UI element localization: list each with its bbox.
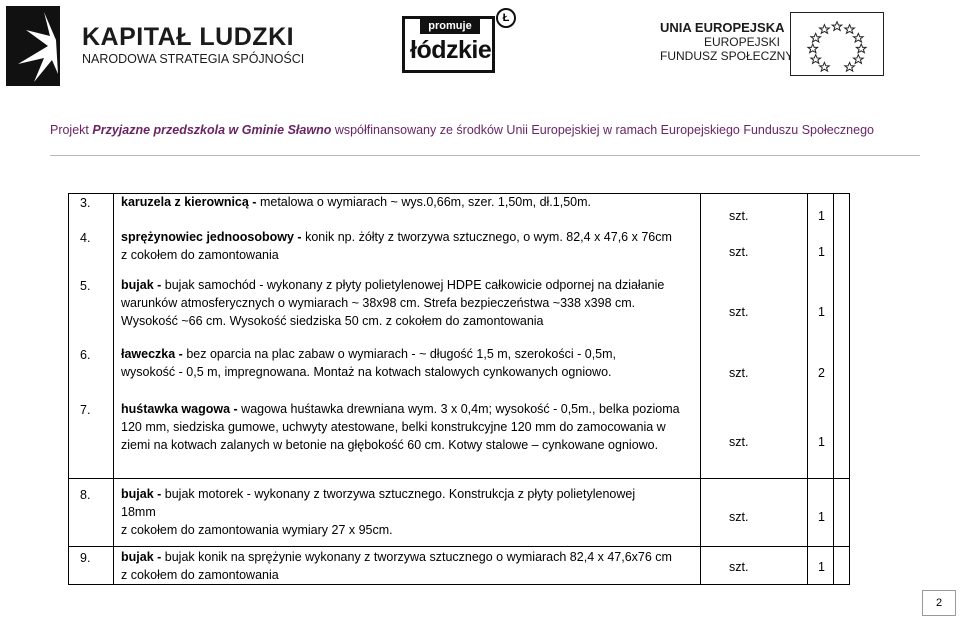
item-name: ławeczka -	[121, 347, 183, 361]
item-description	[121, 400, 696, 454]
kapital-ludzki-star-icon	[4, 2, 64, 88]
item-desc-line: bujak samochód - wykonany z płyty polietylenowej HDPE całkowicie odpornej na działanie	[161, 278, 665, 292]
item-desc-line: konik np. żółty z tworzywa sztucznego, o wym. 82,4 x 47,6 x 76cm	[301, 230, 672, 244]
item-unit: szt.	[729, 435, 749, 449]
item-unit: szt.	[729, 209, 749, 223]
item-unit: szt.	[729, 305, 749, 319]
kapital-ludzki-logo	[0, 0, 305, 90]
row-number: 3.	[80, 196, 91, 210]
item-name: karuzela z kierownicą -	[121, 195, 257, 209]
item-name: bujak -	[121, 550, 162, 564]
item-desc-line: bujak konik na sprężynie wykonany z tworzywa sztucznego o wymiarach 82,4 x 47,6x76 cm	[161, 550, 672, 564]
table-col-divider-num	[113, 193, 114, 585]
item-name: bujak -	[121, 278, 162, 292]
item-desc-line: 18mm	[121, 505, 156, 519]
header-divider	[50, 155, 920, 156]
project-name: Przyjazne przedszkola w Gminie Sławno	[92, 123, 332, 137]
item-desc-line: ziemi na kotwach zalanych w betonie na głębokość 60 cm. Kotwy stalowe – cynkowane ogniowo.	[121, 438, 659, 452]
table-col-divider-qty	[833, 193, 834, 585]
eu-logo-line1: UNIA EUROPEJSKA	[660, 20, 785, 35]
item-quantity: 2	[818, 366, 825, 380]
item-unit: szt.	[729, 560, 749, 574]
item-description	[121, 193, 696, 211]
item-quantity: 1	[818, 209, 825, 223]
item-quantity: 1	[818, 510, 825, 524]
table-col-divider-unit	[807, 193, 808, 585]
promuje-lodzkie-logo	[402, 8, 517, 74]
item-desc-line: 120 mm, siedziska gumowe, uchwyty atestowane, belki konstrukcyjne 120 mm do zamocowania w	[121, 420, 666, 434]
table-row-divider	[68, 546, 850, 547]
project-prefix: Projekt	[49, 123, 93, 137]
eu-logo-line3: FUNDUSZ SPOŁECZNY	[660, 49, 794, 63]
item-desc-line: wagowa huśtawka drewniana wym. 3 x 0,4m; wysokość - 0,5m., belka pozioma	[237, 402, 680, 416]
project-banner	[0, 123, 924, 137]
item-description	[121, 228, 696, 264]
item-quantity: 1	[818, 305, 825, 319]
item-unit: szt.	[729, 366, 749, 380]
row-number: 6.	[80, 348, 91, 362]
item-description	[121, 345, 696, 381]
eu-logo-text	[660, 20, 794, 63]
kapital-ludzki-subtitle: NARODOWA STRATEGIA SPÓJNOŚCI	[82, 52, 305, 66]
item-desc-line: warunków atmosferycznych o wymiarach ~ 38x98 cm. Strefa bezpieczeństwa ~338 x398 cm.	[121, 296, 636, 310]
item-desc-line: bujak motorek - wykonany z tworzywa sztucznego. Konstrukcja z płyty polietylenowej	[161, 487, 636, 501]
lodzkie-promuje-label: promuje	[420, 18, 480, 34]
item-quantity: 1	[818, 435, 825, 449]
item-desc-line: metalowa o wymiarach ~ wys.0,66m, szer. 1,50m, dł.1,50m.	[256, 195, 591, 209]
item-quantity: 1	[818, 560, 825, 574]
row-number: 8.	[80, 488, 91, 502]
item-name: sprężynowiec jednoosobowy -	[121, 230, 302, 244]
item-name: huśtawka wagowa -	[121, 402, 238, 416]
row-number: 4.	[80, 231, 91, 245]
item-desc-line: z cokołem do zamontowania	[121, 568, 279, 582]
item-unit: szt.	[729, 245, 749, 259]
row-number: 7.	[80, 403, 91, 417]
row-number: 5.	[80, 279, 91, 293]
eu-flag-icon	[790, 12, 884, 76]
item-description	[121, 276, 696, 330]
table-row-divider	[68, 478, 850, 479]
eu-logo-line2: EUROPEJSKI	[703, 35, 780, 49]
item-name: bujak -	[121, 487, 162, 501]
item-desc-line: z cokołem do zamontowania	[121, 248, 279, 262]
table-col-divider-desc	[700, 193, 701, 585]
lodzkie-mark-icon: Ł	[496, 8, 516, 28]
item-desc-line: wysokość - 0,5 m, impregnowana. Montaż na kotwach stalowych cynkowanych ogniowo.	[121, 365, 612, 379]
item-description	[121, 485, 696, 539]
item-desc-line: z cokołem do zamontowania wymiary 27 x 95cm.	[121, 523, 393, 537]
kapital-ludzki-title: KAPITAŁ LUDZKI	[82, 23, 295, 51]
item-unit: szt.	[729, 510, 749, 524]
item-desc-line: Wysokość ~66 cm. Wysokość siedziska 50 cm. z cokołem do zamontowania	[121, 314, 544, 328]
page-number: 2	[922, 590, 956, 616]
row-number: 9.	[80, 551, 91, 565]
item-description	[121, 548, 696, 584]
project-suffix: współfinansowany ze środków Unii Europejskiej w ramach Europejskiego Funduszu Społecznego	[331, 123, 874, 137]
lodzkie-brand-label: łódzkie	[410, 36, 492, 64]
item-desc-line: bez oparcia na plac zabaw o wymiarach - ~ długość 1,5 m, szerokości - 0,5m,	[182, 347, 617, 361]
item-quantity: 1	[818, 245, 825, 259]
